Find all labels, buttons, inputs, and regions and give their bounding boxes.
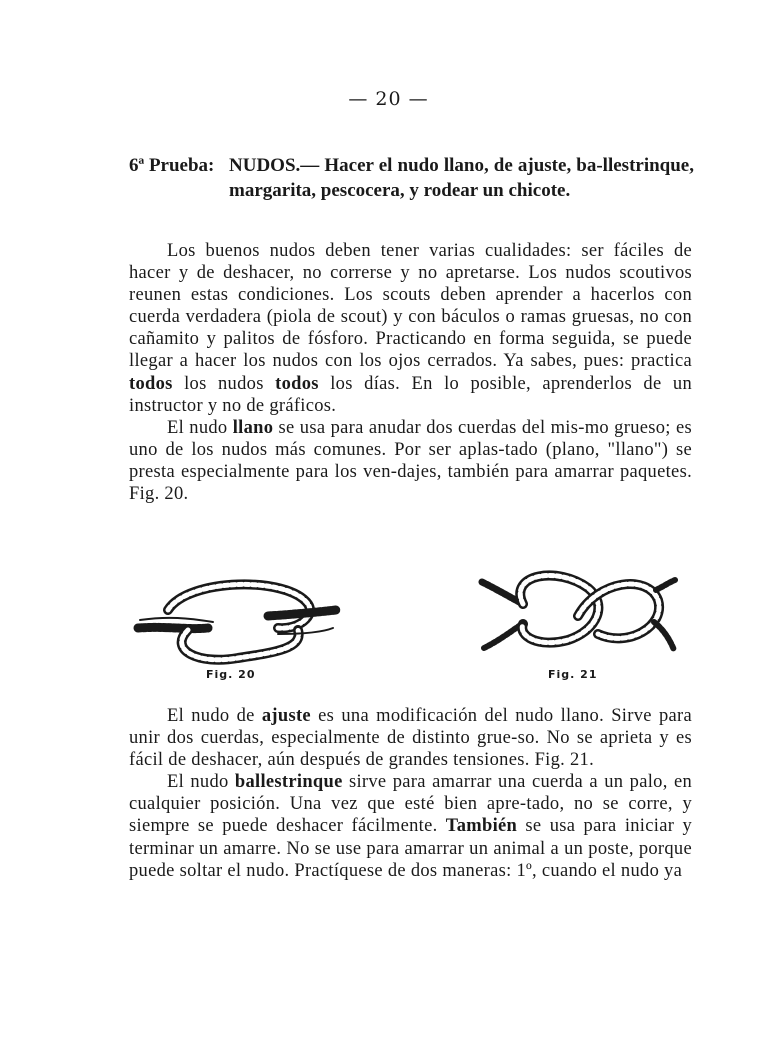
reef-knot-icon: [128, 570, 343, 670]
text-run: El nudo: [167, 417, 233, 438]
text-run: sirve para amarrar una cuerda a un palo, en cualquier posición. Una vez que esté bien apre-tado, no se corre, y siempre se puede deshacer fácilmente.: [129, 772, 693, 837]
figure-20: [128, 570, 343, 670]
paragraph: [129, 771, 692, 881]
paragraph: [129, 705, 692, 771]
bold-term: todos: [129, 373, 173, 394]
text-block-top: [129, 240, 692, 505]
figure-21-caption: Fig. 21: [548, 668, 598, 681]
paragraph: [129, 417, 692, 505]
heading-text: [229, 153, 694, 203]
text-run: se usa para anudar dos cuerdas del mis-mo grueso; es uno de los nudos más comunes. Por ser aplas-tado (plano, "llano") se presta especialmente para los ven-dajes, también para amarrar paquetes. Fig. 20.: [129, 417, 692, 505]
heading-title: NUDOS.: [229, 155, 301, 176]
text-run: los nudos: [172, 373, 276, 394]
bold-term: todos: [275, 373, 319, 394]
sheet-bend-knot-icon: [478, 560, 678, 660]
text-run: se usa para iniciar y terminar un amarre. No se use para amarrar un animal a un poste, porque puede soltar el nudo. Practíquese de dos maneras: 1º, cuando el nudo ya: [129, 816, 692, 881]
text-run: los días. En lo posible, aprenderlos de un instructor y no de gráficos.: [129, 373, 692, 416]
bold-term: También: [445, 816, 518, 837]
bold-term: llano: [232, 417, 274, 438]
text-run: Los buenos nudos deben tener varias cualidades: ser fáciles de hacer y de deshacer, no correrse y no apretarse. Los nudos scoutivos reunen estas condiciones. Los scouts deben aprender a hacerlos con cuerda verdadera (piola de scout) y con báculos o ramas gruesas, no con cañamito y palitos de fósforo. Practicando en forma seguida, se puede llegar a hacer los nudos con los ojos cerrados. Ya sabes, pues: practica: [129, 241, 692, 372]
page-number: — 20 —: [348, 88, 429, 110]
bold-term: ballestrinque: [234, 772, 343, 793]
text-run: es una modificación del nudo llano. Sirve para unir dos cuerdas, especialmente de distinto grue-so. No se aprieta y es fácil de deshacer, aún después de grandes tensiones. Fig. 21.: [129, 706, 692, 771]
text-block-bottom: [129, 705, 692, 882]
text-run: El nudo de: [167, 706, 262, 726]
figure-21: [478, 560, 678, 660]
heading-description: — Hacer el nudo llano, de ajuste, ba-llestrinque, margarita, pescocera, y rodear un chicote.: [229, 155, 694, 201]
figure-20-caption: Fig. 20: [206, 668, 256, 681]
bold-term: ajuste: [261, 706, 311, 726]
paragraph: [129, 240, 692, 417]
text-run: El nudo: [167, 772, 235, 793]
heading-label: 6ª Prueba:: [129, 155, 215, 176]
